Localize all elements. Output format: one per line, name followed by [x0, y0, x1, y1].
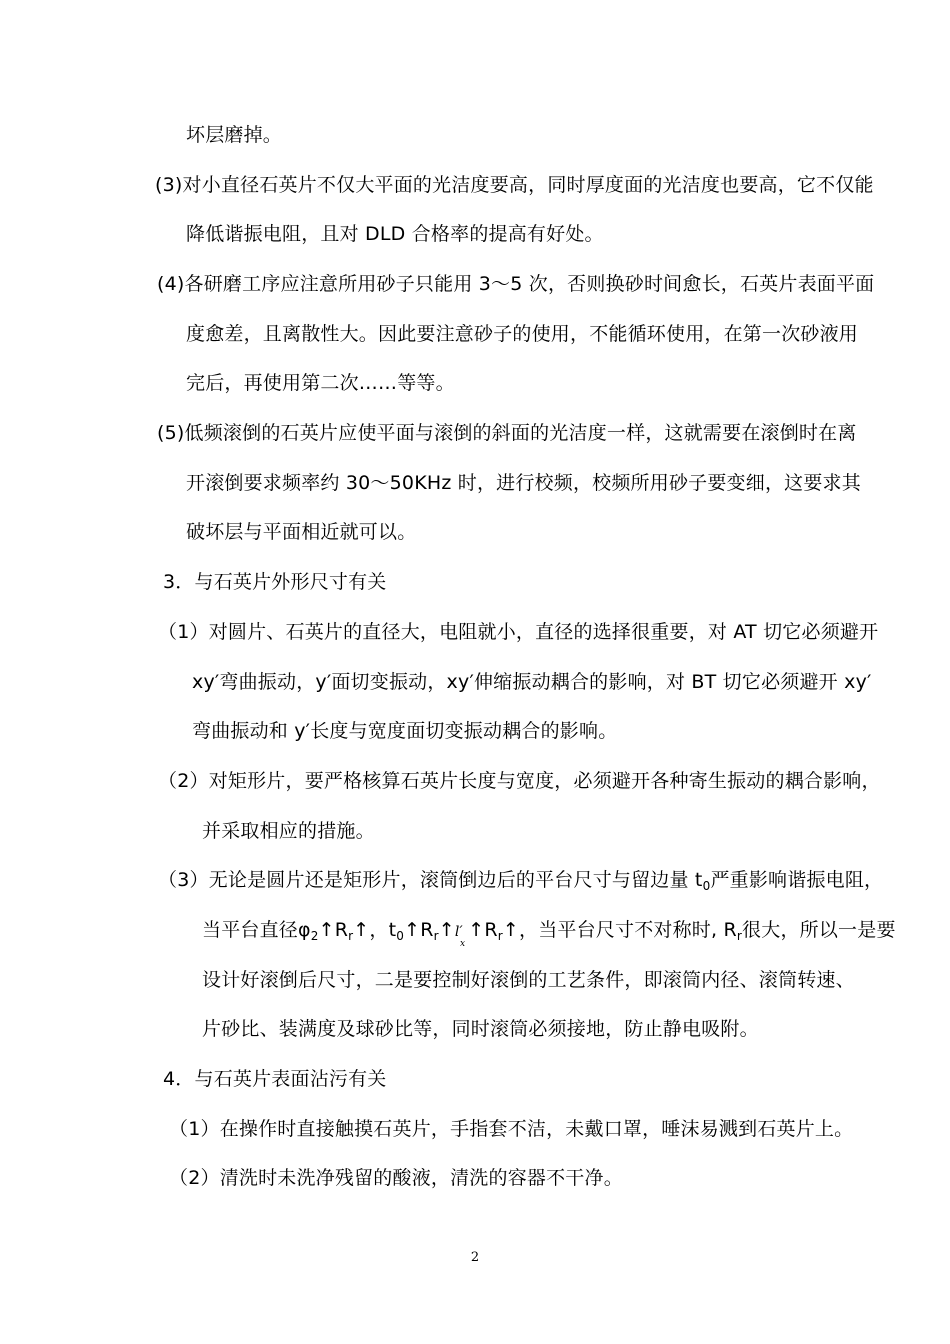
text-line-19: 片砂比、装满度及球砂比等，同时滚筒必须接地，防止静电吸附。 — [202, 1018, 759, 1040]
text-line-5: 度愈差，且离散性大。因此要注意砂子的使用，不能循环使用，在第一次砂液用 — [186, 323, 859, 345]
text-line-6: 完后，再使用第二次……等等。 — [186, 372, 455, 394]
page-number: 2 — [470, 1250, 480, 1265]
text-line-18: 设计好滚倒后尺寸，二是要控制好滚倒的工艺条件，即滚筒内径、滚筒转速、 — [202, 969, 855, 991]
text-line-14: （2）对矩形片，要严格核算石英片长度与宽度，必须避开各种寄生振动的耦合影响， — [158, 770, 881, 792]
text-line-12: xy′弯曲振动，y′面切变振动，xy′伸缩振动耦合的影响，对 BT 切它必须避开 xy′ — [192, 671, 872, 693]
text-line-9: 破坏层与平面相近就可以。 — [186, 521, 417, 543]
section-heading-4: 4．与石英片表面沾污有关 — [163, 1068, 387, 1090]
text-line-17: 当平台直径$\varphi_2↑R_r↑$，$t_0↑R_r↑l'_x↑R_r↑$，当平台尺寸不对称时, $R_r$很大，所以一是要 — [202, 919, 896, 949]
text-line-7: (5)低频滚倒的石英片应使平面与滚倒的斜面的光洁度一样，这就需要在滚倒时在离 — [157, 422, 857, 444]
text-line-1: 坏层磨掉。 — [186, 124, 283, 146]
text-line-11: （1）对圆片、石英片的直径大，电阻就小，直径的选择很重要，对 AT 切它必须避开 — [158, 621, 879, 643]
text-line-3: 降低谐振电阻，且对 DLD 合格率的提高有好处。 — [186, 223, 604, 245]
text-line-8: 开滚倒要求频率约 30～50KHz 时，进行校频，校频所用砂子要变细，这要求其 — [186, 472, 861, 494]
text-line-4: (4)各研磨工序应注意所用砂子只能用 3～5 次，否则换砂时间愈长，石英片表面平面 — [157, 273, 875, 295]
section-heading-3: 3．与石英片外形尺寸有关 — [163, 571, 387, 593]
text-line-22: （2）清洗时未洗净残留的酸液，清洗的容器不干净。 — [169, 1167, 623, 1189]
text-line-21: （1）在操作时直接触摸石英片，手指套不洁，未戴口罩，唾沫易溅到石英片上。 — [169, 1118, 854, 1140]
text-line-2: (3)对小直径石英片不仅大平面的光洁度要高，同时厚度面的光洁度也要高，它不仅能 — [155, 174, 874, 196]
text-line-16: （3）无论是圆片还是矩形片，滚筒倒边后的平台尺寸与留边量 $t_0$严重影响谐振电阻， — [158, 869, 884, 893]
text-line-15: 并采取相应的措施。 — [202, 820, 375, 842]
text-line-13: 弯曲振动和 y′长度与宽度面切变振动耦合的影响。 — [192, 720, 618, 742]
